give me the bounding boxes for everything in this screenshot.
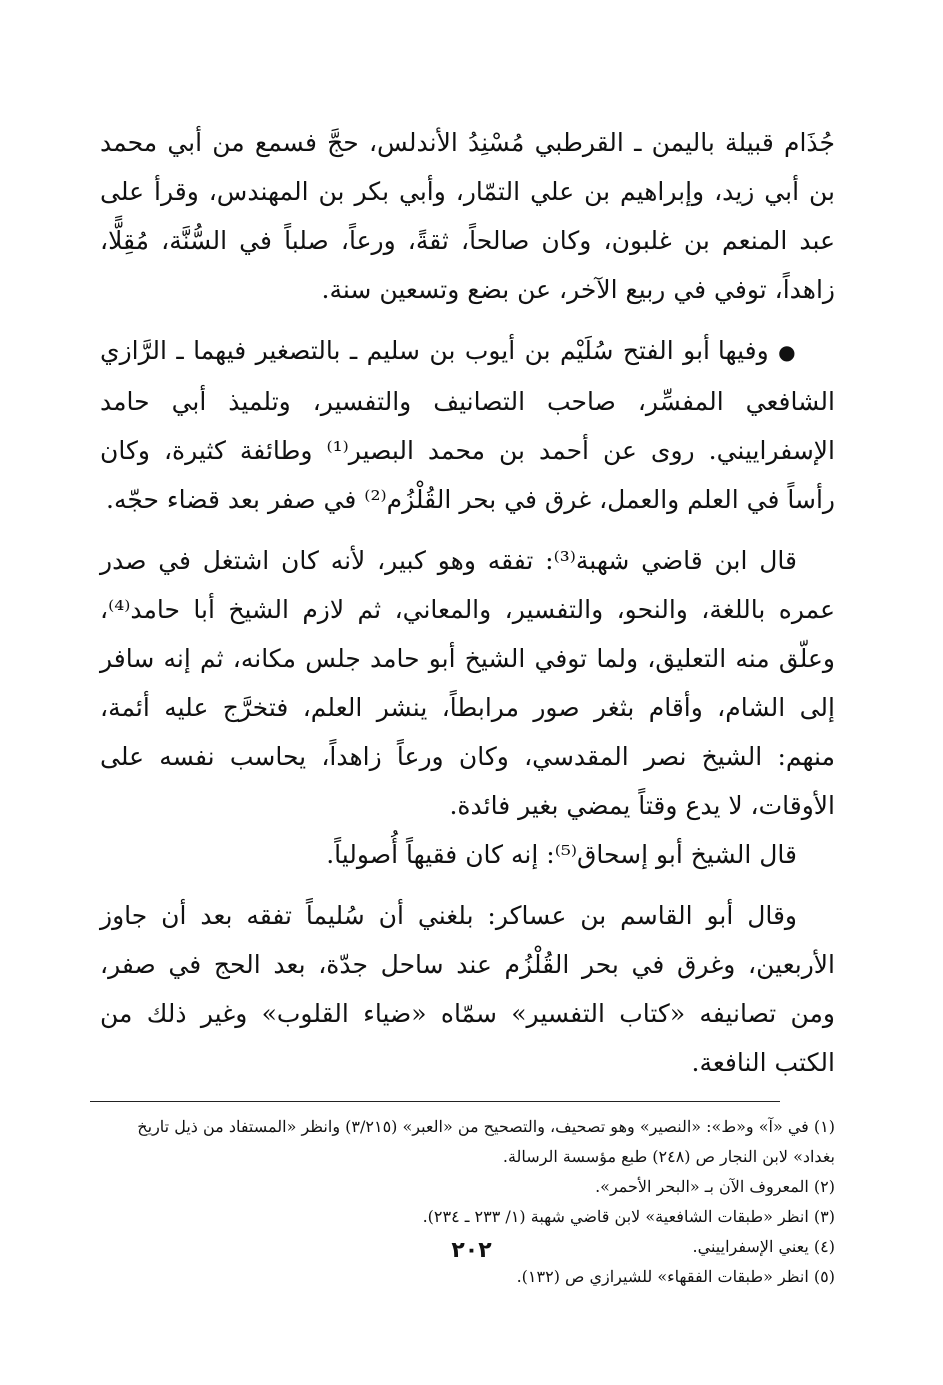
paragraph-2-text: وفيها أبو الفتح سُلَيْم بن أيوب بن سليم ـ بالتصغير فيهما ـ الرَّازي الشافعي المفسِّر، صاحب التصانيف والتفسير، وتلميذ أبي حامد الإسفراييني. روى عن أحمد بن محمد البصير⁽¹⁾ وطائفة كثيرة، وكان رأساً في العلم والعمل، غرق في بحر القُلْزُم⁽²⁾ في صفر بعد قضاء حجّه. [100,336,835,514]
page-content [100,118,835,1292]
page-number: ٢٠٢ [451,1238,492,1263]
footnote-divider [90,1101,780,1102]
bullet-icon: ● [778,340,797,364]
paragraph-4: قال الشيخ أبو إسحاق⁽⁵⁾: إنه كان فقيهاً أُصولياً. [326,840,797,869]
paragraph-2 [100,326,835,524]
footnote-5: (٥) انظر «طبقات الفقهاء» للشيرازي ص (١٣٢). [516,1267,835,1286]
footnotes [100,1112,835,1292]
footnote-2: (٢) المعروف الآن بـ «البحر الأحمر». [595,1177,835,1196]
footnote-4: (٤) يعني الإسفراييني. [692,1237,835,1256]
paragraph-3: قال ابن قاضي شهبة⁽³⁾: تفقه وهو كبير، لأنه كان اشتغل في صدر عمره باللغة، والنحو، والتفسير، والمعاني، ثم لازم الشيخ أبا حامد⁽⁴⁾، وعلّق منه التعليق، ولما توفي الشيخ أبو حامد جلس مكانه، ثم إنه سافر إلى الشام، وأقام بثغر صور مرابطاً، ينشر العلم، فتخرَّج عليه أئمة، منهم: الشيخ نصر المقدسي، وكان ورعاً زاهداً، يحاسب نفسه على الأوقات، لا يدع وقتاً يمضي بغير فائدة. [100,546,835,820]
footnote-3: (٣) انظر «طبقات الشافعية» لابن قاضي شهبة (١/ ٢٣٣ ـ ٢٣٤). [422,1207,835,1226]
paragraph-1: جُذَام قبيلة باليمن ـ القرطبي مُسْنِدُ الأندلس، حجَّ فسمع من أبي محمد بن أبي زيد، وإبراهيم بن علي التمّار، وأبي بكر بن المهندس، وقرأ على عبد المنعم بن غلبون، وكان صالحاً، ثقةً، ورعاً، صلباً في السُّنَّة، مُقِلًّا، زاهداً، توفي في ربيع الآخر، عن بضع وتسعين سنة. [100,128,835,304]
paragraph-5: وقال أبو القاسم بن عساكر: بلغني أن سُليماً تفقه بعد أن جاوز الأربعين، وغرق في بحر القُلْزُم عند ساحل جدّة، بعد الحج في صفر، ومن تصانيفه «كتاب التفسير» سمّاه «ضياء القلوب» وغير ذلك من الكتب النافعة. [100,901,835,1077]
footnote-1: (١) في «آ» و«ط»: «النصير» وهو تصحيف، والتصحيح من «العبر» (٣/٢١٥) وانظر «المستفاد من ذيل تاريخ بغداد» لابن النجار ص (٢٤٨) طبع مؤسسة الرسالة. [137,1117,835,1166]
main-text [100,118,835,1087]
